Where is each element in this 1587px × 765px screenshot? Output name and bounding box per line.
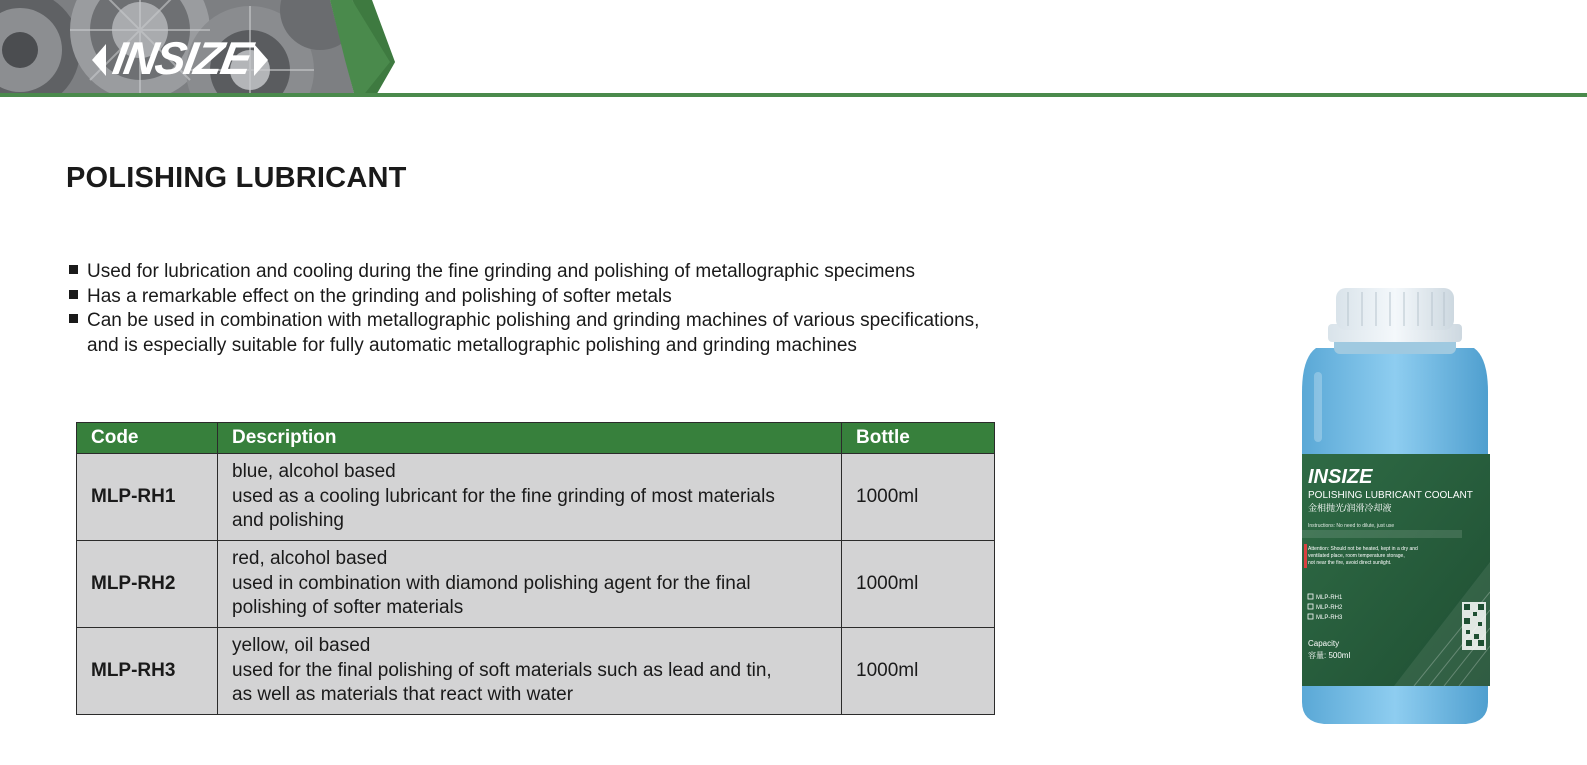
qr-code-icon [1462,602,1486,650]
feature-text: and is especially suitable for fully automatic metallographic polishing and grinding machines [87,334,857,356]
label-model: MLP-RH1 [1316,595,1343,601]
label-brand: INSIZE [1308,466,1373,488]
column-header-description: Description [218,423,842,454]
feature-item [69,285,1079,310]
cell-code: MLP-RH3 [77,628,218,715]
table-row [77,541,995,628]
label-attention: not near the fire, avoid direct sunlight. [1308,560,1392,566]
square-bullet-icon [69,314,78,323]
description-line: red, alcohol based [232,548,388,570]
feature-item [69,260,1079,285]
feature-text: Used for lubrication and cooling during the fine grinding and polishing of metallographic specimens [87,261,916,282]
page-title: POLISHING LUBRICANT [66,162,407,194]
table-row [77,628,995,715]
square-bullet-icon [69,290,78,299]
label-model: MLP-RH3 [1316,615,1343,621]
cell-bottle: 1000ml [842,628,995,715]
label-attention: ventilated place, room temperature storage, [1308,553,1405,559]
cell-bottle: 1000ml [842,541,995,628]
product-bottle-image [1244,262,1540,740]
label-instructions: Instructions: No need to dilute, just use [1308,523,1395,529]
cell-description [218,541,842,628]
feature-item [69,309,1079,358]
label-capacity-value: 容量: 500ml [1308,651,1351,660]
description-line: blue, alcohol based [232,461,396,483]
header-divider [0,93,1587,97]
column-header-code: Code [77,423,218,454]
label-product-name: POLISHING LUBRICANT COOLANT [1308,490,1473,501]
cell-description [218,454,842,541]
label-model: MLP-RH2 [1316,605,1343,611]
brand-logo: INSIZE [109,32,255,84]
description-line: used for the final polishing of soft materials such as lead and tin, [232,659,772,681]
description-line: used in combination with diamond polishing agent for the final [232,572,751,594]
logo-right-arrow-icon [254,44,268,76]
table-header-row [77,423,995,454]
square-bullet-icon [69,265,78,274]
column-header-bottle: Bottle [842,423,995,454]
feature-text: Can be used in combination with metallographic polishing and grinding machines of various specifications, [87,310,980,332]
table-row [77,454,995,541]
label-attention: Attention: Should not be heated, kept in a dry and [1308,546,1418,552]
description-line: as well as materials that react with water [232,684,574,706]
cell-code: MLP-RH2 [77,541,218,628]
header-banner [0,0,1587,100]
description-line: and polishing [232,510,344,532]
spec-table [76,422,995,715]
cell-code: MLP-RH1 [77,454,218,541]
cell-description [218,628,842,715]
description-line: yellow, oil based [232,635,371,657]
description-line: used as a cooling lubricant for the fine grinding of most materials [232,485,775,507]
label-chinese-name: 金相抛光/润滑冷却液 [1308,503,1392,513]
feature-text: Has a remarkable effect on the grinding and polishing of softer metals [87,285,672,307]
feature-list [69,260,1079,358]
label-capacity-label: Capacity [1308,639,1340,648]
description-line: polishing of softer materials [232,597,464,619]
cell-bottle: 1000ml [842,454,995,541]
